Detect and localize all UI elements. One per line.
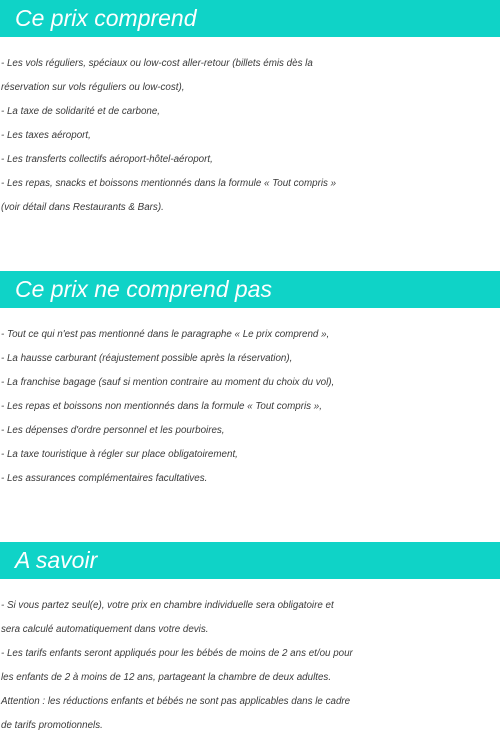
text-line: - Les dépenses d'ordre personnel et les pourboires, [1, 425, 225, 436]
section-title: A savoir [15, 547, 98, 573]
section-body [0, 52, 500, 220]
text-line: - La taxe de solidarité et de carbone, [1, 106, 161, 117]
text-line: - Les vols réguliers, spéciaux ou low-cost aller-retour (billets émis dès la [1, 58, 313, 69]
section-header [0, 542, 500, 579]
text-line: - Les repas, snacks et boissons mentionnés dans la formule « Tout compris » [1, 178, 337, 189]
text-line: - Tout ce qui n'est pas mentionné dans le paragraphe « Le prix comprend », [1, 329, 330, 340]
text-line: sera calculé automatiquement dans votre devis. [1, 624, 209, 635]
text-line: - Les taxes aéroport, [1, 130, 91, 141]
section-body [0, 323, 500, 491]
text-line: - Les transferts collectifs aéroport-hôtel-aéroport, [1, 154, 213, 165]
section-price-excludes [0, 271, 500, 491]
text-line: - Les assurances complémentaires facultatives. [1, 473, 208, 484]
text-line: - Les repas et boissons non mentionnés dans la formule « Tout compris », [1, 401, 322, 412]
text-line: - La franchise bagage (sauf si mention contraire au moment du choix du vol), [1, 377, 335, 388]
text-line: les enfants de 2 à moins de 12 ans, partageant la chambre de deux adultes. [1, 672, 332, 683]
text-line: Attention : les réductions enfants et bébés ne sont pas applicables dans le cadre [1, 696, 351, 707]
text-line: - La hausse carburant (réajustement possible après la réservation), [1, 353, 293, 364]
section-header [0, 0, 500, 37]
text-line: (voir détail dans Restaurants & Bars). [1, 202, 164, 213]
section-body [0, 594, 500, 738]
text-line: de tarifs promotionnels. [1, 720, 103, 731]
text-line: réservation sur vols réguliers ou low-cost), [1, 82, 185, 93]
section-price-includes [0, 0, 500, 220]
section-good-to-know [0, 542, 500, 738]
section-title: Ce prix comprend [15, 5, 197, 31]
text-line: - Si vous partez seul(e), votre prix en chambre individuelle sera obligatoire et [1, 600, 334, 611]
text-line: - Les tarifs enfants seront appliqués pour les bébés de moins de 2 ans et/ou pour [1, 648, 353, 659]
text-line: - La taxe touristique à régler sur place obligatoirement, [1, 449, 238, 460]
section-header [0, 271, 500, 308]
section-title: Ce prix ne comprend pas [15, 276, 272, 302]
